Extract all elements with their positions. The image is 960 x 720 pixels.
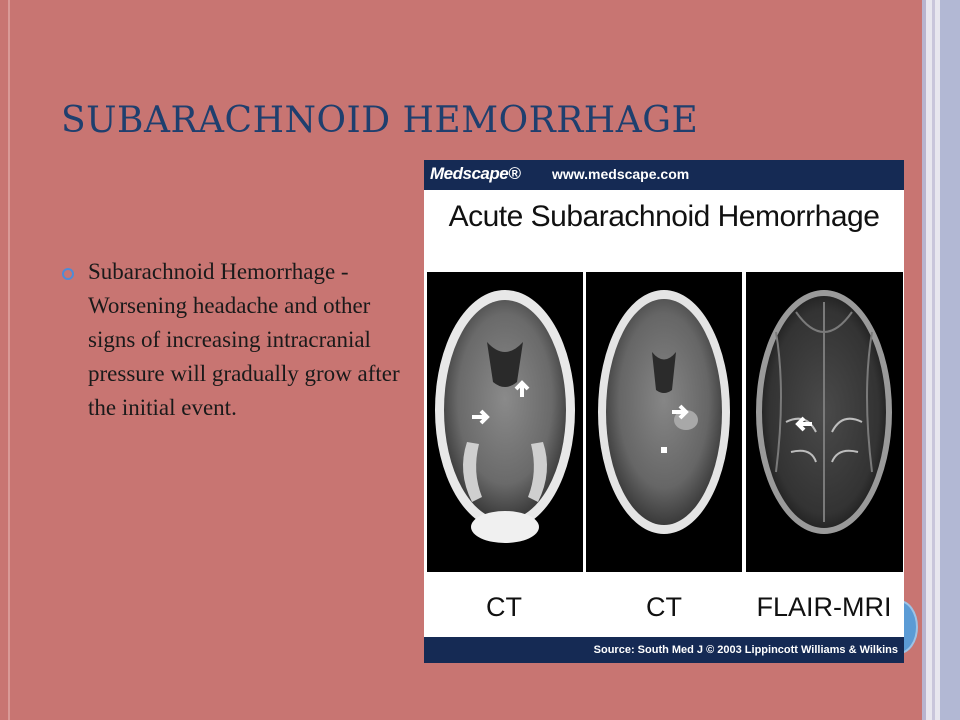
figure-source-bar: Source: South Med J © 2003 Lippincott Williams & Wilkins — [424, 637, 904, 663]
figure-title: Acute Subarachnoid Hemorrhage — [448, 200, 880, 233]
slide-title: SUBARACHNOID HEMORRHAGE — [61, 100, 699, 141]
left-divider-line — [8, 0, 10, 720]
decorative-stripe — [932, 0, 935, 720]
figure-url: www.medscape.com — [552, 166, 690, 182]
bullet-circle-icon — [62, 268, 74, 280]
decorative-stripe — [922, 0, 926, 720]
bullet-list — [62, 255, 412, 425]
medscape-figure — [424, 160, 904, 663]
decorative-stripe — [940, 0, 960, 720]
right-decorative-band — [922, 0, 960, 720]
bullet-text: Subarachnoid Hemorrhage - Worsening headache and other signs of increasing intracranial pressure will gradually grow after the initial event. — [88, 259, 400, 420]
panel-label: FLAIR-MRI — [756, 592, 892, 622]
figure-header-bar — [424, 160, 904, 190]
panel-label: CT — [486, 592, 522, 622]
bullet-item — [62, 255, 412, 425]
panel-label: CT — [646, 592, 682, 622]
medscape-logo: Medscape® — [430, 164, 521, 183]
